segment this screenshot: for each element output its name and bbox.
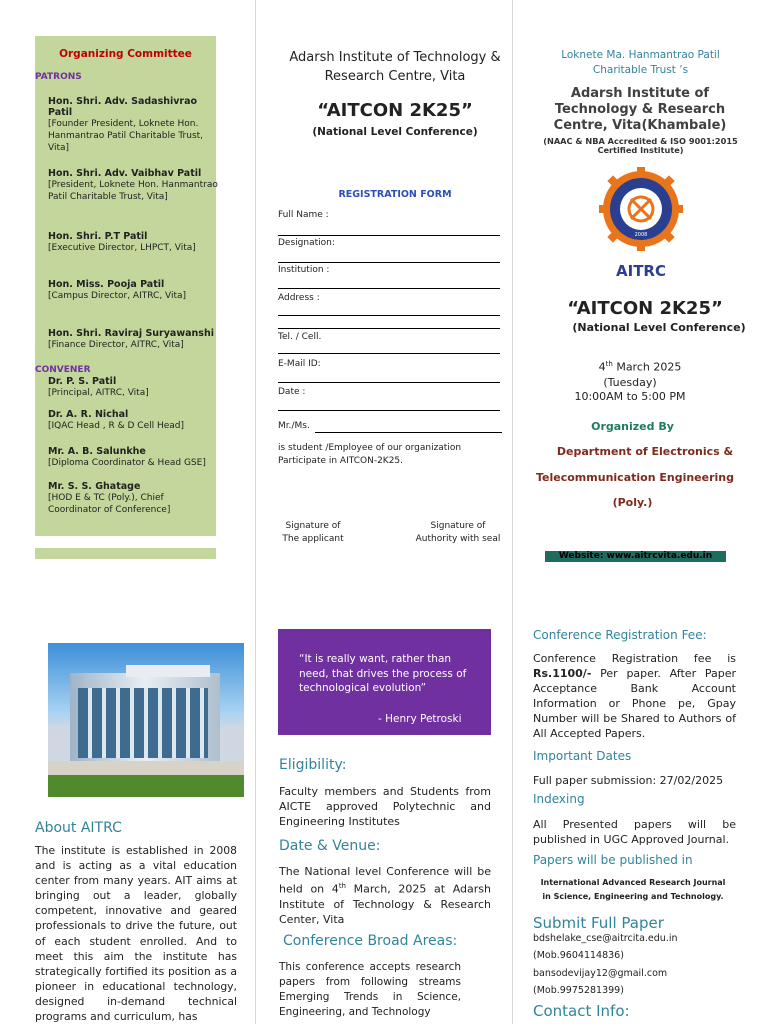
mobile-2: (Mob.9975281399) [533,985,624,996]
venue-text-start: The National level Conference will be held on 4 [279,865,491,896]
fee-text-start: Conference Registration fee is [533,652,736,665]
email-2[interactable]: bansodevijay12@gmail.com [533,968,668,979]
indexing-heading: Indexing [533,792,585,806]
department-line-2: Telecommunication Engineering [536,471,734,484]
field-label: Address : [278,293,320,303]
important-dates-text: Full paper submission: 27/02/2025 [533,774,724,787]
convener-desc: [Diploma Coordinator & Head GSE] [48,458,206,468]
patron-1 [48,96,218,154]
fee-amount: Rs.1100/- [533,667,592,680]
quote-text: “It is really want, rather than need, that drives the process of technological evolution” [299,653,467,694]
tel-cell-field[interactable] [278,332,500,342]
registration-form-title: REGISTRATION FORM [338,189,452,200]
convener-1 [48,376,218,399]
patron-2 [48,168,218,203]
field-line [278,410,500,411]
patron-desc: [Founder President, Loknete Hon. Hanmantrao Patil Charitable Trust, Vita] [48,119,204,153]
about-text: The institute is established in 2008 and is acting as a vital education center from many years. AIT aims at bringing out a leader, globally competent, innovative and geared professionals to drive the future, out of each student enrolled. And to meet this aim the institute has strategically fortified its position as a pioneer in educational technology, designed in-demand technical programs and curriculum, has [35,844,237,1024]
institution-field[interactable] [278,265,500,275]
patron-name: Hon. Miss. Pooja Patil [48,279,165,290]
patron-name: Hon. Shri. P.T Patil [48,231,148,242]
department-line-3: (Poly.) [612,496,653,509]
mr-ms-field[interactable] [278,421,500,431]
convener-name: Dr. A. R. Nichal [48,409,129,420]
quote-author: - Henry Petroski [378,713,462,725]
patron-4 [48,279,218,302]
email-1[interactable]: bdshelake_cse@aitrcita.edu.in [533,933,678,944]
logo-text: AITRC [616,262,666,280]
address-field[interactable] [278,293,500,303]
panel-footer-stripe [35,548,216,559]
field-label: Full Name : [278,210,329,220]
email-field[interactable] [278,359,500,369]
convener-3 [48,446,218,469]
applicant-signature: Signature of The applicant [282,521,344,544]
field-line [278,235,500,236]
convener-desc: [HOD E & TC (Poly.), Chief Coordinator of Conference] [48,493,171,515]
conference-date [545,360,735,374]
field-label: Mr./Ms. [278,421,310,431]
journal-line-2: in Science, Engineering and Technology. [542,892,724,901]
venue-heading: Date & Venue: [279,838,381,854]
cover-conference-title: “AITCON 2K25” [567,298,723,319]
authority-signature: Signature of Authority with seal [415,521,501,544]
date-suffix: th [605,360,613,368]
logo-year: 2008 [634,232,648,238]
field-label: Date : [278,387,306,397]
registration-statement: is student /Employee of our organization Participate in AITCON-2K25. [278,443,462,466]
website-link[interactable]: Website: www.aitrcvita.edu.in [558,551,713,561]
full-name-field[interactable] [278,210,500,220]
field-label: Designation: [278,238,335,248]
committee-title: Organizing Committee [59,48,192,60]
website-banner[interactable] [545,551,726,562]
gear-logo-icon [587,163,695,283]
department-line-1: Department of Electronics & [556,445,734,458]
convener-name: Dr. P. S. Patil [48,376,117,387]
convener-2 [48,409,218,432]
convener-name: Mr. S. S. Ghatage [48,481,141,492]
convener-label: CONVENER [35,365,91,375]
field-line [278,288,500,289]
published-heading: Papers will be published in [533,853,693,867]
fee-heading: Conference Registration Fee: [533,628,707,642]
patron-name: Hon. Shri. Adv. Sadashivrao Patil [48,96,198,118]
venue-date-suffix: th [338,882,346,890]
conference-time: 10:00AM to 5:00 PM [574,390,686,403]
date-field[interactable] [278,387,500,397]
date-month: March 2025 [612,360,682,374]
patrons-label: PATRONS [35,72,82,82]
campus-photo [48,643,244,797]
cover-institute-name: Adarsh Institute of Technology & Research Centre, Vita(Khambale) [553,86,727,133]
field-line [278,353,500,354]
convener-name: Mr. A. B. Salunkhe [48,446,146,457]
fee-text-end: Per paper. After Paper Acceptance Bank Account Information or Phone pe, Gpay Number will be Shared to Authors of All Accepted Papers. [533,667,736,740]
field-label: Institution : [278,265,330,275]
conference-weekday: (Tuesday) [603,376,657,389]
column-divider [512,0,513,1024]
accreditation: (NAAC & NBA Accredited & ISO 9001:2015 Certified Institute) [543,136,738,155]
field-label: Tel. / Cell. [278,332,322,342]
submit-heading: Submit Full Paper [533,914,664,932]
patron-5 [48,328,218,351]
conference-title: “AITCON 2K25” [317,100,473,121]
patron-desc: [Campus Director, AITRC, Vita] [48,291,187,301]
cover-conference-subtitle: (National Level Conference) [572,321,746,334]
fee-text [533,651,736,741]
aitrc-logo [587,163,695,283]
journal-line-1: International Advanced Research Journal [540,878,726,887]
field-line [315,432,502,433]
venue-text [279,864,491,927]
broad-areas-heading: Conference Broad Areas: [283,933,458,949]
institute-name: Adarsh Institute of Technology & Research Centre, Vita [289,50,501,84]
contact-heading: Contact Info: [533,1002,630,1020]
patron-name: Hon. Shri. Raviraj Suryawanshi [48,328,214,339]
field-line [278,328,500,329]
column-divider [255,0,256,1024]
about-heading: About AITRC [35,820,122,836]
conference-subtitle: (National Level Conference) [312,126,478,138]
panel-divider [35,536,216,548]
convener-desc: [IQAC Head , R & D Cell Head] [48,421,185,431]
organized-by: Organized By [591,420,674,433]
patron-desc: [Finance Director, AITRC, Vita] [48,340,184,350]
important-dates-heading: Important Dates [533,749,632,763]
eligibility-text: Faculty members and Students from AICTE approved Polytechnic and Engineering Institutes [279,785,491,828]
field-line [278,315,500,316]
patron-name: Hon. Shri. Adv. Vaibhav Patil [48,168,202,179]
convener-desc: [Principal, AITRC, Vita] [48,388,149,398]
convener-4 [48,481,218,516]
patron-desc: [Executive Director, LHPCT, Vita] [48,243,196,253]
field-line [278,262,500,263]
date-day: 4 [598,360,606,374]
field-line [278,382,500,383]
mobile-1: (Mob.9604114836) [533,950,624,961]
broad-areas-text: This conference accepts research papers from following streams Emerging Trends in Science, Engineering, and Technology [279,961,461,1018]
eligibility-heading: Eligibility: [279,757,347,773]
venue-text-end: March, 2025 at Adarsh Institute of Technology & Research Center, Vita [279,882,491,926]
patron-desc: [President, Loknete Hon. Hanmantrao Patil Charitable Trust, Vita] [48,180,218,202]
field-label: E-Mail ID: [278,359,321,369]
patron-3 [48,231,218,254]
trust-name: Loknete Ma. Hanmantrao Patil Charitable Trust ’s [561,49,720,76]
designation-field[interactable] [278,238,500,248]
indexing-text: All Presented papers will be published in UGC Approved Journal. [533,818,736,846]
